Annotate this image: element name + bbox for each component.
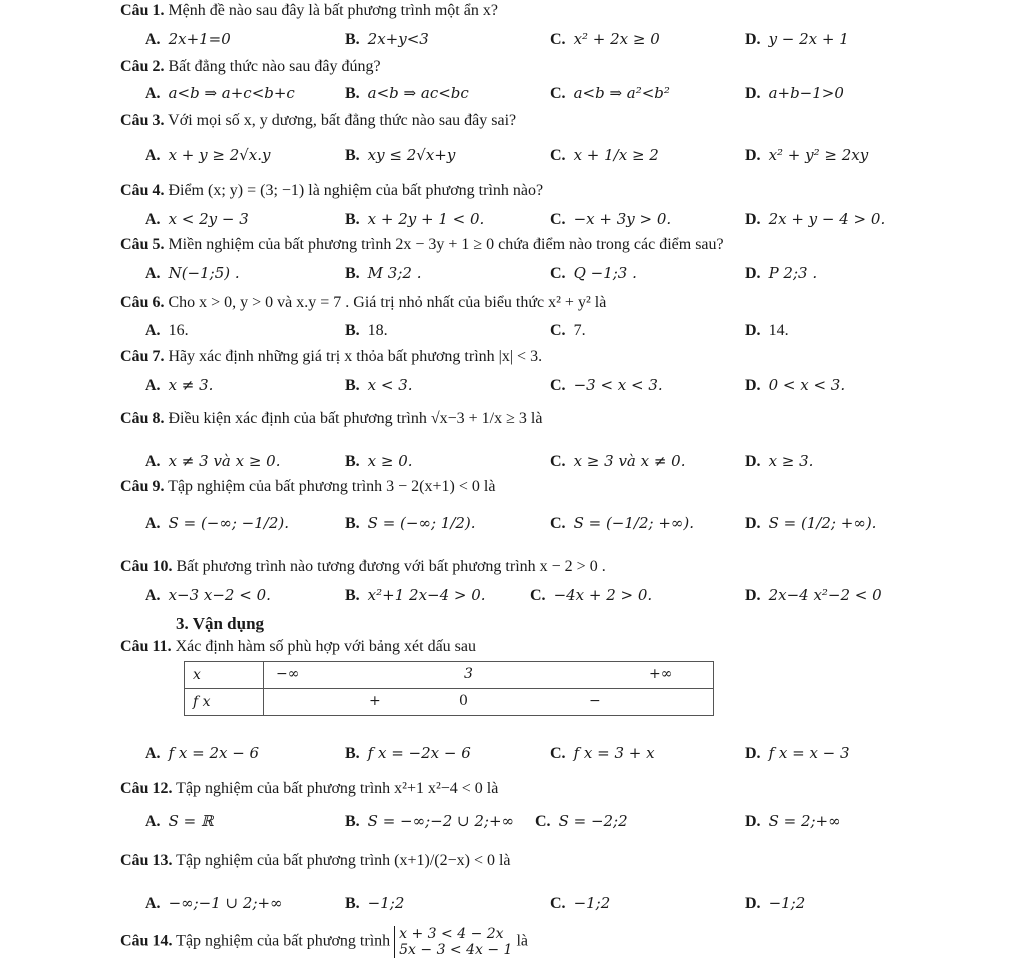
option-a: A. 16. bbox=[145, 322, 189, 339]
option-b: B. x < 3. bbox=[345, 376, 413, 394]
option-b: B. M 3;2 . bbox=[345, 264, 422, 282]
option-a: A. S = (−∞; −1/2). bbox=[145, 514, 290, 532]
section-heading: 3. Vận dụng bbox=[176, 614, 265, 633]
option-c: C. S = (−1/2; +∞). bbox=[550, 514, 695, 532]
value-neg-inf: −∞ bbox=[276, 666, 300, 682]
question-4: Câu 4. Điểm (x; y) = (3; −1) là nghiệm của bất phương trình nào? bbox=[120, 182, 544, 199]
option-d: D. −1;2 bbox=[745, 894, 806, 912]
option-b: B. a<b ⇒ ac<bc bbox=[345, 84, 469, 102]
option-b: B. x + 2y + 1 < 0. bbox=[345, 210, 485, 228]
sign-table-head-x: x bbox=[185, 662, 264, 689]
question-8: Câu 8. Điều kiện xác định của bất phương trình √x−3 + 1/x ≥ 3 là bbox=[120, 410, 543, 427]
option-b: B. x ≥ 0. bbox=[345, 452, 413, 470]
option-b: B. x²+1 2x−4 > 0. bbox=[345, 586, 486, 604]
question-9: Câu 9. Tập nghiệm của bất phương trình 3 − 2(x+1) < 0 là bbox=[120, 478, 496, 495]
question-6: Câu 6. Cho x > 0, y > 0 và x.y = 7 . Giá trị nhỏ nhất của biểu thức x² + y² là bbox=[120, 294, 607, 311]
question-label: Câu 1. bbox=[120, 2, 165, 19]
sign-plus: + bbox=[369, 693, 381, 709]
value-pos-inf: +∞ bbox=[649, 666, 673, 682]
question-10: Câu 10. Bất phương trình nào tương đương với bất phương trình x − 2 > 0 . bbox=[120, 558, 606, 575]
option-c: C. Q −1;3 . bbox=[550, 264, 637, 282]
question-7: Câu 7. Hãy xác định những giá trị x thỏa bất phương trình |x| < 3. bbox=[120, 348, 543, 365]
option-d: D. x ≥ 3. bbox=[745, 452, 814, 470]
option-d: D. S = (1/2; +∞). bbox=[745, 514, 877, 532]
option-c: C. x ≥ 3 và x ≠ 0. bbox=[550, 452, 686, 470]
option-a: A. x < 2y − 3 bbox=[145, 210, 249, 228]
option-d: D. y − 2x + 1 bbox=[745, 30, 849, 48]
question-13: Câu 13. Tập nghiệm của bất phương trình (x+1)/(2−x) < 0 là bbox=[120, 852, 511, 869]
option-a: A. f x = 2x − 6 bbox=[145, 744, 260, 762]
option-d: D. 14. bbox=[745, 322, 789, 339]
option-b: B. −1;2 bbox=[345, 894, 405, 912]
option-a: A. x + y ≥ 2√x.y bbox=[145, 146, 271, 164]
option-d: D. 0 < x < 3. bbox=[745, 376, 846, 394]
sign-table bbox=[184, 661, 714, 716]
option-c: C. a<b ⇒ a²<b² bbox=[550, 84, 670, 102]
option-b: B. S = −∞;−2 ∪ 2;+∞ bbox=[345, 812, 515, 830]
option-a: A. a<b ⇒ a+c<b+c bbox=[145, 84, 295, 102]
question-11: Câu 11. Xác định hàm số phù hợp với bảng xét dấu sau bbox=[120, 638, 476, 655]
option-c: C. −x + 3y > 0. bbox=[550, 210, 672, 228]
sign-zero: 0 bbox=[459, 693, 468, 709]
option-b: B. S = (−∞; 1/2). bbox=[345, 514, 476, 532]
value-3: 3 bbox=[464, 666, 473, 682]
option-d: D. 2x + y − 4 > 0. bbox=[745, 210, 886, 228]
option-b: B. 18. bbox=[345, 322, 388, 339]
option-b: B. 2x+y<3 bbox=[345, 30, 429, 48]
option-a: A. S = ℝ bbox=[145, 812, 214, 830]
option-a: A. x ≠ 3 và x ≥ 0. bbox=[145, 452, 281, 470]
question-1 bbox=[120, 2, 498, 20]
option-a: A. N(−1;5) . bbox=[145, 264, 240, 282]
question-12: Câu 12. Tập nghiệm của bất phương trình x²+1 x²−4 < 0 là bbox=[120, 780, 499, 797]
option-a: A. x ≠ 3. bbox=[145, 376, 214, 394]
option-c: C. S = −2;2 bbox=[535, 812, 628, 830]
option-d: D. 2x−4 x²−2 < 0 bbox=[745, 586, 882, 604]
option-d: D. S = 2;+∞ bbox=[745, 812, 841, 830]
option-b: B. f x = −2x − 6 bbox=[345, 744, 471, 762]
question-5: Câu 5. Miền nghiệm của bất phương trình 2x − 3y + 1 ≥ 0 chứa điểm nào trong các điểm sau? bbox=[120, 236, 724, 253]
sign-table-row-f bbox=[185, 689, 714, 716]
option-d: D. f x = x − 3 bbox=[745, 744, 850, 762]
sign-table-values-f bbox=[264, 689, 714, 716]
option-c: C. −1;2 bbox=[550, 894, 611, 912]
sign-table-values-x bbox=[264, 662, 714, 689]
option-d: D. x² + y² ≥ 2xy bbox=[745, 146, 869, 164]
inequality-system: x + 3 < 4 − 2x 5x − 3 < 4x − 1 bbox=[394, 926, 512, 958]
question-3: Câu 3. Với mọi số x, y dương, bất đẳng thức nào sau đây sai? bbox=[120, 112, 517, 129]
question-2: Câu 2. Bất đẳng thức nào sau đây đúng? bbox=[120, 58, 381, 75]
option-d: D. a+b−1>0 bbox=[745, 84, 844, 102]
option-c: C. −3 < x < 3. bbox=[550, 376, 663, 394]
option-c: C. x² + 2x ≥ 0 bbox=[550, 30, 660, 48]
option-a: A. x−3 x−2 < 0. bbox=[145, 586, 271, 604]
option-d: D. P 2;3 . bbox=[745, 264, 818, 282]
option-c: C. −4x + 2 > 0. bbox=[530, 586, 653, 604]
sign-minus: − bbox=[589, 693, 601, 709]
option-c: C. f x = 3 + x bbox=[550, 744, 655, 762]
option-a: A. −∞;−1 ∪ 2;+∞ bbox=[145, 894, 283, 912]
question-14: Câu 14. Tập nghiệm của bất phương trình x + 3 < 4 − 2x 5x − 3 < 4x − 1 là bbox=[120, 926, 528, 958]
sign-table-head-f: f x bbox=[185, 689, 264, 716]
option-a: A. 2x+1=0 bbox=[145, 30, 231, 48]
sign-table-row-x bbox=[185, 662, 714, 689]
option-c: C. x + 1/x ≥ 2 bbox=[550, 146, 659, 164]
option-c: C. 7. bbox=[550, 322, 586, 339]
question-text: Mệnh đề nào sau đây là bất phương trình một ẩn x? bbox=[168, 2, 498, 19]
option-b: B. xy ≤ 2√x+y bbox=[345, 146, 456, 164]
